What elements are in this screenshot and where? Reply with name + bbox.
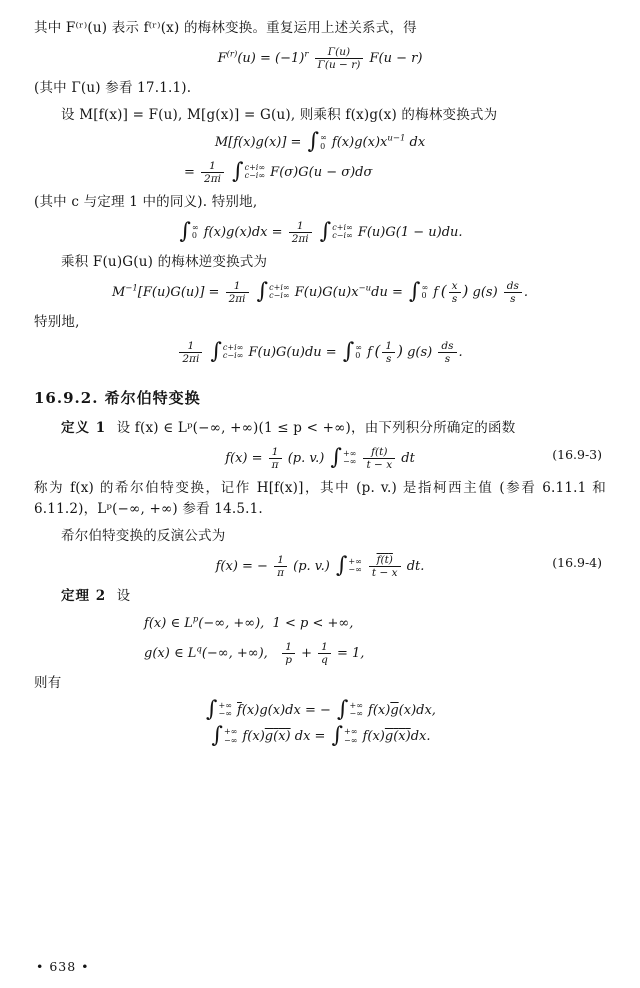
page-number: • 638 • bbox=[36, 959, 90, 974]
equation-3: = $\frac{1}{2\pi i}$ ∫ c+i∞ c−i∞ F(σ)G(u − σ)dσ bbox=[184, 158, 373, 185]
definition-1-label: 定义 1 bbox=[61, 419, 107, 436]
equation-5: $M^{-1}[F(u)G(u)]$ = $\frac{1}{2\pi i}$ ∫ c+i∞ c−i∞ $F(u)G(u)x^{-u}du$ = ∫ ∞ 0 f ( $\frac{x}{s}$ ) g(s) $\frac{ds}{s}$ . bbox=[111, 278, 529, 305]
section-title: 希尔伯特变换 bbox=[104, 388, 201, 407]
paragraph-2 bbox=[34, 78, 606, 99]
definition-1 bbox=[34, 418, 606, 439]
paragraph-7-text: 称为 f(x) 的希尔伯特变换，记作 H[f(x)]，其中 (p. v.) 是指柯西主值 (参看 6.11.1 和 6.11.2)，Lᵖ(−∞, +∞) 参看 14.5.1. bbox=[34, 480, 606, 517]
paragraph-3-text: 设 M[f(x)] = F(u), M[g(x)] = G(u), 则乘积 f(x)g(x) 的梅林变换式为 bbox=[61, 106, 498, 123]
paragraph-2-text: (其中 Γ(u) 参看 17.1.1). bbox=[34, 80, 192, 97]
theorem-2-text: 设 bbox=[116, 587, 131, 604]
section-number: 16.9.2. bbox=[34, 388, 99, 407]
equation-number-1: (16.9-3) bbox=[552, 446, 602, 462]
paragraph-4-text: (其中 c 与定理 1 中的同义). 特别地, bbox=[34, 193, 258, 210]
paragraph-9 bbox=[34, 673, 606, 694]
definition-1-text: 设 f(x) ∈ Lᵖ(−∞, +∞)(1 ≤ p < +∞)，由下列积分所确定的函数 bbox=[116, 419, 516, 436]
equation-10: g(x) ∈ $L^q(-\infty$, +∞), $\frac{1}{p}$ + $\frac{1}{q}$ = 1, bbox=[144, 640, 365, 666]
equation-8: f(x) = − $\frac{1}{\pi}$ (p. v.) ∫ +∞ −∞ $\frac{f(t)}{t - x}$ dt. (16.9-4) bbox=[215, 552, 602, 579]
paragraph-6 bbox=[34, 312, 606, 333]
equation-number-2: (16.9-4) bbox=[552, 554, 602, 570]
paragraph-6-text: 特别地, bbox=[34, 313, 80, 330]
paragraph-7 bbox=[34, 478, 606, 520]
paragraph-5-text: 乘积 F(u)G(u) 的梅林逆变换式为 bbox=[61, 253, 268, 270]
equation-7: f(x) = $\frac{1}{\pi}$ (p. v.) ∫ +∞ −∞ $\frac{f(t)}{t - x}$ dt (16.9-3) bbox=[225, 444, 602, 471]
theorem-2-label: 定理 2 bbox=[61, 587, 107, 604]
paragraph-8-text: 希尔伯特变换的反演公式为 bbox=[61, 527, 226, 544]
equation-2: M[f(x)g(x)] = ∫ ∞ 0 $f(x)g(x)x^{u-1}$ dx bbox=[214, 129, 426, 155]
paragraph-5 bbox=[34, 252, 606, 273]
paragraph-1 bbox=[34, 18, 606, 39]
equation-4: ∫ ∞ 0 f(x)g(x)dx = $\frac{1}{2\pi i}$ ∫ c+i∞ c−i∞ F(u)G(1 − u)du. bbox=[179, 218, 463, 245]
equation-11: ∫ +∞ −∞ $\overline{f}(x)g(x)dx$ = − ∫ +∞ −∞ $f(x)\overline{g}(x)dx$, bbox=[206, 696, 436, 722]
paragraph-1-text: 其中 F⁽ʳ⁾(u) 表示 f⁽ʳ⁾(x) 的梅林变换。重复运用上述关系式，得 bbox=[34, 20, 417, 36]
paragraph-4 bbox=[34, 192, 606, 213]
paragraph-3 bbox=[34, 105, 606, 126]
paragraph-8 bbox=[34, 526, 606, 547]
equation-12: ∫ +∞ −∞ f(x)g(x) dx = ∫ +∞ −∞ f(x)g(x)dx. bbox=[211, 723, 431, 749]
paragraph-9-text: 则有 bbox=[34, 674, 62, 691]
theorem-2 bbox=[34, 586, 606, 607]
equation-6: $\frac{1}{2\pi i}$ ∫ c+i∞ c−i∞ F(u)G(u)du = ∫ ∞ 0 f ( $\frac{1}{s}$ ) g(s) $\frac{ds}{s}$ . bbox=[34, 340, 606, 365]
section-heading bbox=[34, 387, 606, 408]
equation-1: $F^{(r)}(u) = (-1)^r$ $\frac{\Gamma(u)}{\Gamma(u - r)}$ F(u − r) bbox=[217, 45, 423, 71]
equation-9: f(x) ∈ $L^p(-\infty$, +∞), 1 < p < +∞, bbox=[144, 614, 354, 632]
